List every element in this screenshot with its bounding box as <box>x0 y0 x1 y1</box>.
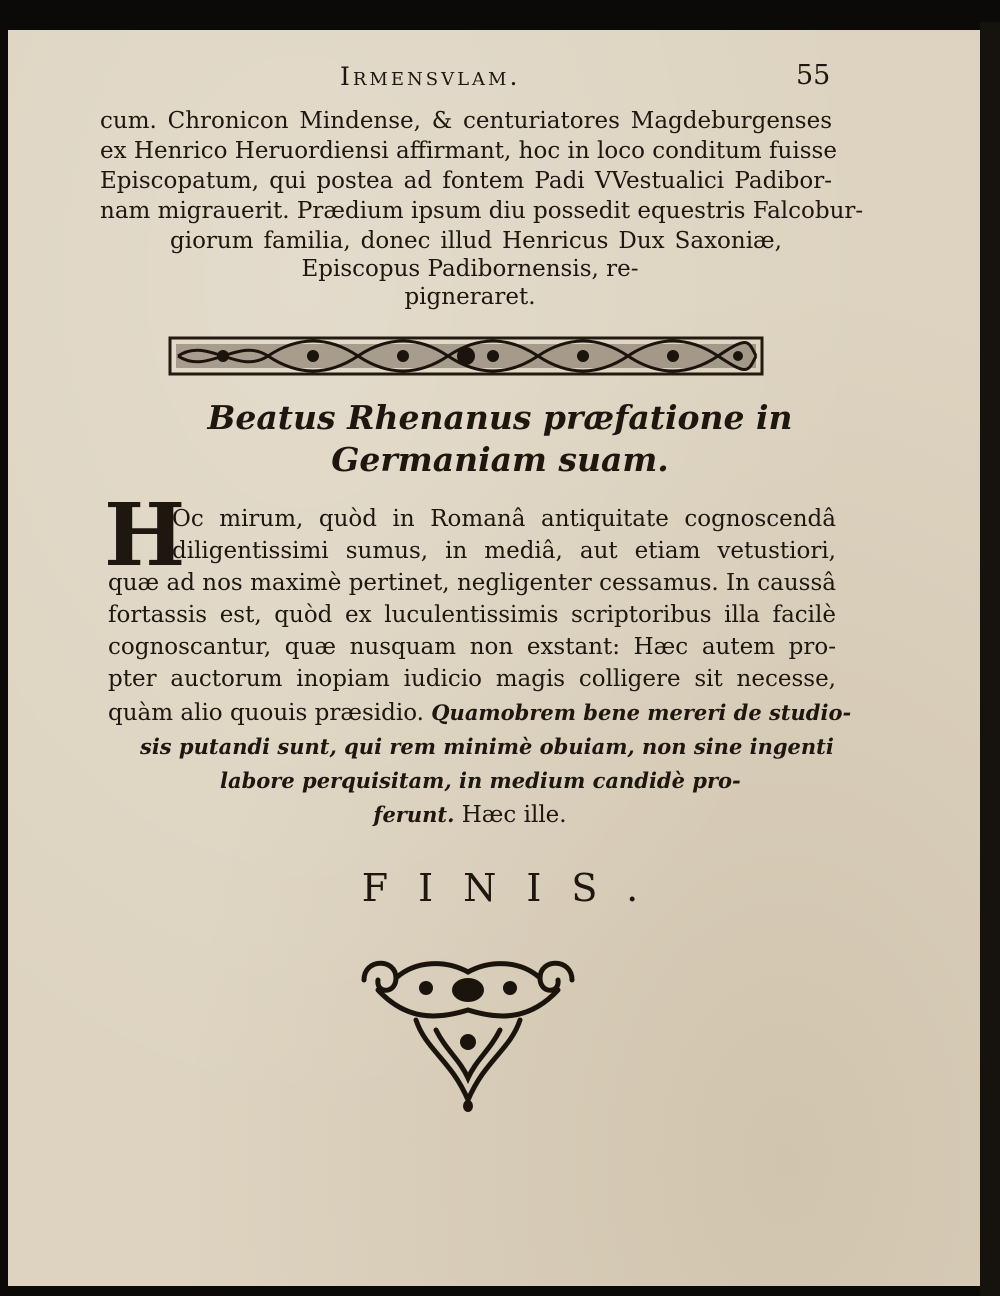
section-heading-line2: Germaniam suam. <box>331 440 669 479</box>
page-gutter-shadow <box>980 22 1000 1296</box>
italic-quote-line: sis putandi sunt, qui rem minimè obuiam, non sine ingenti <box>140 734 834 759</box>
ornamental-headpiece <box>168 332 764 380</box>
text-line: fortassis est, quòd ex luculentissimis scriptoribus illa facilè <box>108 602 836 628</box>
ornamental-tailpiece <box>356 950 580 1112</box>
text-line: diligentissimi sumus, in mediâ, aut etiam vetustiori, <box>172 538 836 564</box>
text-line: cum. Chronicon Mindense, & centuriatores Magdeburgenses <box>100 108 832 134</box>
text-line: Episcopatum, qui postea ad fontem Padi VVestualici Padibor- <box>100 168 832 194</box>
text-line: Episcopus Padibornensis, re- <box>301 256 639 282</box>
roman-text: quàm alio quouis præsidio. <box>108 700 424 726</box>
italic-quote-line: labore perquisitam, in medium candidè pro- <box>220 768 741 793</box>
text-line: nam migrauerit. Prædium ipsum diu possedit equestris Falcobur- <box>100 198 864 224</box>
text-line: pigneraret. <box>404 284 536 310</box>
finis-label: FINIS. <box>361 866 669 910</box>
italic-quote: ferunt. <box>373 802 455 827</box>
page-number: 55 <box>796 60 831 91</box>
text-line: pter auctorum inopiam iudicio magis colligere sit necesse, <box>108 666 836 692</box>
italic-quote: Quamobrem bene mereri de studio- <box>431 700 852 725</box>
text-line: Oc mirum, quòd in Romanâ antiquitate cognoscendâ <box>172 506 836 532</box>
text-line: cognoscantur, quæ nusquam non exstant: Hæc autem pro- <box>108 634 836 660</box>
page-header <box>0 62 1000 98</box>
running-title: Irmensvlam. <box>340 62 521 91</box>
drop-cap: H <box>104 485 186 586</box>
text-line: ex Henrico Heruordiensi affirmant, hoc in loco conditum fuisse <box>100 138 837 164</box>
text-line: quæ ad nos maximè pertinet, negligenter cessamus. In caussâ <box>108 570 836 596</box>
section-heading-line1: Beatus Rhenanus præfatione in <box>207 398 793 437</box>
text-line <box>320 800 620 830</box>
text-line: giorum familia, donec illud Henricus Dux Saxoniæ, <box>170 228 782 254</box>
text-line <box>108 698 852 728</box>
roman-text: Hæc ille. <box>461 802 567 828</box>
